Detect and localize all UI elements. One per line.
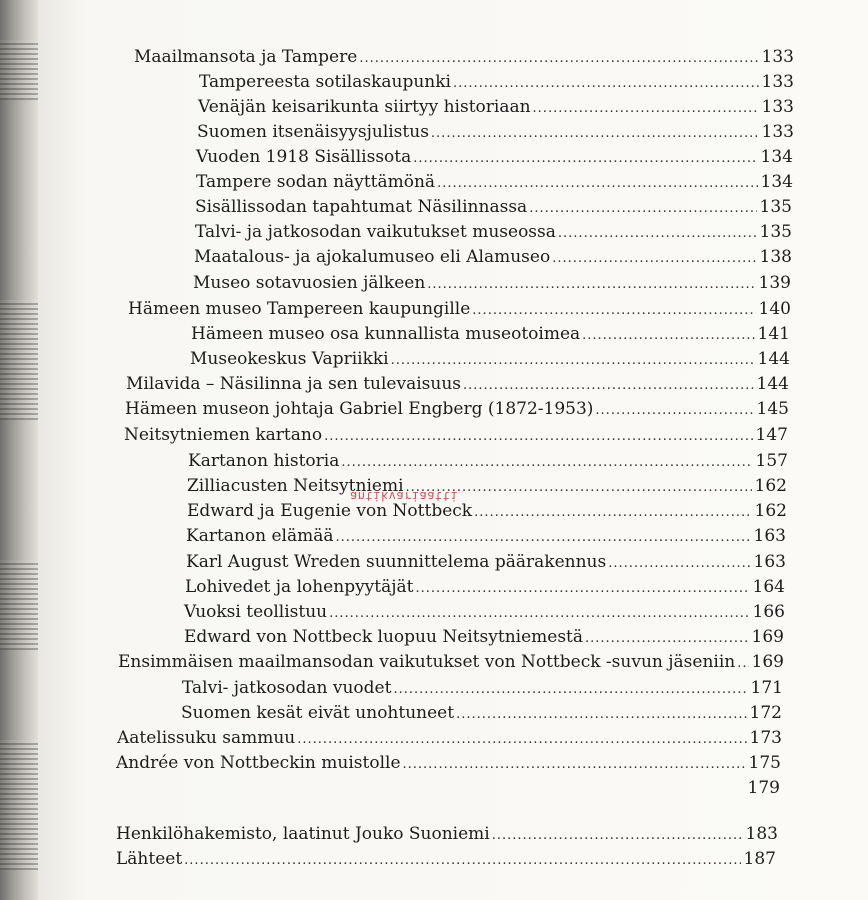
toc-entry xyxy=(199,71,794,95)
toc-entry-page: 133 xyxy=(761,47,794,67)
toc-entry-page: 144 xyxy=(757,349,790,369)
toc-entry-title: Aatelissuku sammuu xyxy=(117,728,296,748)
toc-entry xyxy=(196,146,793,170)
toc-entry xyxy=(186,551,786,575)
toc-entry-page: 179 xyxy=(747,778,780,798)
toc-entry xyxy=(193,272,791,296)
toc-entry-page: 141 xyxy=(757,324,790,344)
toc-entry-title: Tampereesta sotilaskaupunki xyxy=(199,72,451,92)
toc-entry-page: 163 xyxy=(753,552,786,572)
toc-entry xyxy=(184,626,784,650)
toc-entry-page: 173 xyxy=(749,728,782,748)
toc-entry-title: Zilliacusten Neitsytniemi xyxy=(187,476,404,496)
toc-entry-page: 144 xyxy=(756,374,789,394)
toc-entry xyxy=(134,46,794,70)
toc-entry-title: Hämeen museo Tampereen kaupungille xyxy=(128,299,471,319)
toc-entry xyxy=(187,500,787,524)
dot-leader xyxy=(463,375,754,397)
toc-entry-title: Talvi- jatkosodan vuodet xyxy=(182,678,392,698)
toc-entry-title: Neitsytniemen kartano xyxy=(124,425,323,445)
toc-entry-page: 169 xyxy=(751,627,784,647)
dot-leader xyxy=(431,123,759,145)
toc-entry-page: 183 xyxy=(745,824,778,844)
toc-entry-page: 139 xyxy=(758,273,791,293)
toc-entry-title: Henkilöhakemisto, laatinut Jouko Suoniemi xyxy=(116,824,490,844)
dot-leader xyxy=(413,148,757,170)
dot-leader xyxy=(391,350,755,372)
toc-entry-page: 133 xyxy=(761,122,794,142)
dot-leader xyxy=(416,578,750,600)
dot-leader xyxy=(608,553,750,575)
toc-entry-page: 135 xyxy=(759,222,792,242)
dot-leader xyxy=(329,603,749,625)
toc-entry xyxy=(126,373,789,397)
dot-leader xyxy=(595,400,753,422)
toc-entry-page: 175 xyxy=(748,753,781,773)
dot-leader xyxy=(474,502,751,524)
toc-entry-title: Karl August Wreden suunnittelema päärakennus xyxy=(186,552,607,572)
toc-entry-title: Edward ja Eugenie von Nottbeck xyxy=(187,501,473,521)
toc-entry xyxy=(197,121,794,145)
toc-entry xyxy=(195,196,792,220)
dot-leader xyxy=(427,274,755,296)
toc-entry-title: Hämeen museon johtaja Gabriel Engberg (1872-1953) xyxy=(125,399,594,419)
toc-entry-title: Ensimmäisen maailmansodan vaikutukset von Nottbeck -suvun jäseniin xyxy=(118,652,736,672)
toc-entry-title: Suomen kesät eivät unohtuneet xyxy=(181,703,455,723)
toc-entry xyxy=(188,450,788,474)
toc-entry-page: 163 xyxy=(753,526,786,546)
toc-entry xyxy=(190,348,790,372)
dot-leader xyxy=(472,300,755,322)
toc-entry-title: Venäjän keisarikunta siirtyy historiaan xyxy=(198,97,531,117)
toc-entry-page: 169 xyxy=(751,652,784,672)
toc-entry xyxy=(195,221,792,245)
toc-entry-page: 145 xyxy=(756,399,789,419)
toc-entry-page: 147 xyxy=(755,425,788,445)
toc-entry-title: Tampere sodan näyttämönä xyxy=(196,172,436,192)
toc-entry xyxy=(118,651,784,675)
toc-entry-title: Sisällissodan tapahtumat Näsilinnassa xyxy=(195,197,528,217)
dot-leader xyxy=(582,325,754,347)
dot-leader xyxy=(359,48,758,70)
toc-entry-page: 187 xyxy=(743,849,776,869)
toc-entry-page: 135 xyxy=(759,197,792,217)
toc-entry xyxy=(184,601,785,625)
toc-entry-page: 140 xyxy=(758,299,791,319)
toc-entry xyxy=(194,246,792,270)
dot-leader xyxy=(456,704,746,726)
toc-entry-page: 133 xyxy=(761,97,794,117)
toc-entry-title: Lohivedet ja lohenpyytäjät xyxy=(185,577,414,597)
toc-entry xyxy=(187,475,787,499)
toc-entry xyxy=(124,424,788,448)
toc-entry-title: Kartanon elämää xyxy=(186,526,334,546)
toc-entry xyxy=(116,848,776,872)
toc-entry xyxy=(117,727,782,751)
dot-leader xyxy=(437,173,757,195)
toc-entry-page: 133 xyxy=(761,72,794,92)
dot-leader xyxy=(297,729,746,751)
dot-leader xyxy=(184,850,740,872)
toc-entry xyxy=(116,823,778,847)
dot-leader xyxy=(529,198,756,220)
toc-entry-page: 134 xyxy=(760,147,793,167)
dot-leader xyxy=(533,98,759,120)
dot-leader xyxy=(558,223,757,245)
toc-entry-title: Andrée von Nottbeckin muistolle xyxy=(116,753,401,773)
toc-entry-title: Milavida – Näsilinna ja sen tulevaisuus xyxy=(126,374,462,394)
toc-entry-title: Museo sotavuosien jälkeen xyxy=(193,273,426,293)
toc-entry-title: Suomen itsenäisyysjulistus xyxy=(197,122,429,142)
toc-entry xyxy=(182,677,783,701)
dot-leader xyxy=(737,653,748,675)
toc-entry-title: Maatalous- ja ajokalumuseo eli Alamuseo xyxy=(194,247,551,267)
toc-entry xyxy=(181,702,782,726)
toc-entry-page: 164 xyxy=(752,577,785,597)
toc-entry xyxy=(116,777,780,799)
toc-entry-title: Hämeen museo osa kunnallista museotoimea xyxy=(191,324,581,344)
dot-leader xyxy=(492,825,743,847)
toc-entry-title: Kartanon historia xyxy=(188,451,340,471)
toc-entry xyxy=(186,525,786,549)
dot-leader xyxy=(336,527,751,549)
toc-entry-page: 162 xyxy=(754,501,787,521)
toc-entry xyxy=(191,323,790,347)
dot-leader xyxy=(393,679,747,701)
toc-entry-title: Lähteet xyxy=(116,849,183,869)
toc-entry-title: Edward von Nottbeck luopuu Neitsytniemestä xyxy=(184,627,584,647)
dot-leader xyxy=(403,754,746,776)
toc-entry-page: 162 xyxy=(754,476,787,496)
dot-leader xyxy=(341,452,752,474)
toc-entry xyxy=(196,171,793,195)
toc-entry-page: 172 xyxy=(749,703,782,723)
toc-entry-page: 134 xyxy=(760,172,793,192)
toc-entry xyxy=(125,398,789,422)
dot-leader xyxy=(585,628,749,650)
antiquarian-stamp: antikvariaatti xyxy=(350,489,459,503)
toc-entry xyxy=(116,752,781,776)
toc-entry xyxy=(198,96,794,120)
toc-entry-title: Vuoksi teollistuu xyxy=(184,602,328,622)
toc-entry-page: 171 xyxy=(750,678,783,698)
dot-leader xyxy=(453,73,759,95)
dot-leader xyxy=(552,248,756,270)
toc-entry-title: Talvi- ja jatkosodan vaikutukset museossa xyxy=(195,222,556,242)
toc-entry xyxy=(185,576,785,600)
toc-entry-title: Vuoden 1918 Sisällissota xyxy=(196,147,412,167)
toc-entry-title: Maailmansota ja Tampere xyxy=(134,47,358,67)
toc-entry-page: 157 xyxy=(755,451,788,471)
toc-entry-title: Museokeskus Vapriikki xyxy=(190,349,389,369)
toc-entry-page: 138 xyxy=(759,247,792,267)
dot-leader xyxy=(324,426,752,448)
toc-entry-page: 166 xyxy=(752,602,785,622)
toc-entry xyxy=(128,298,791,322)
